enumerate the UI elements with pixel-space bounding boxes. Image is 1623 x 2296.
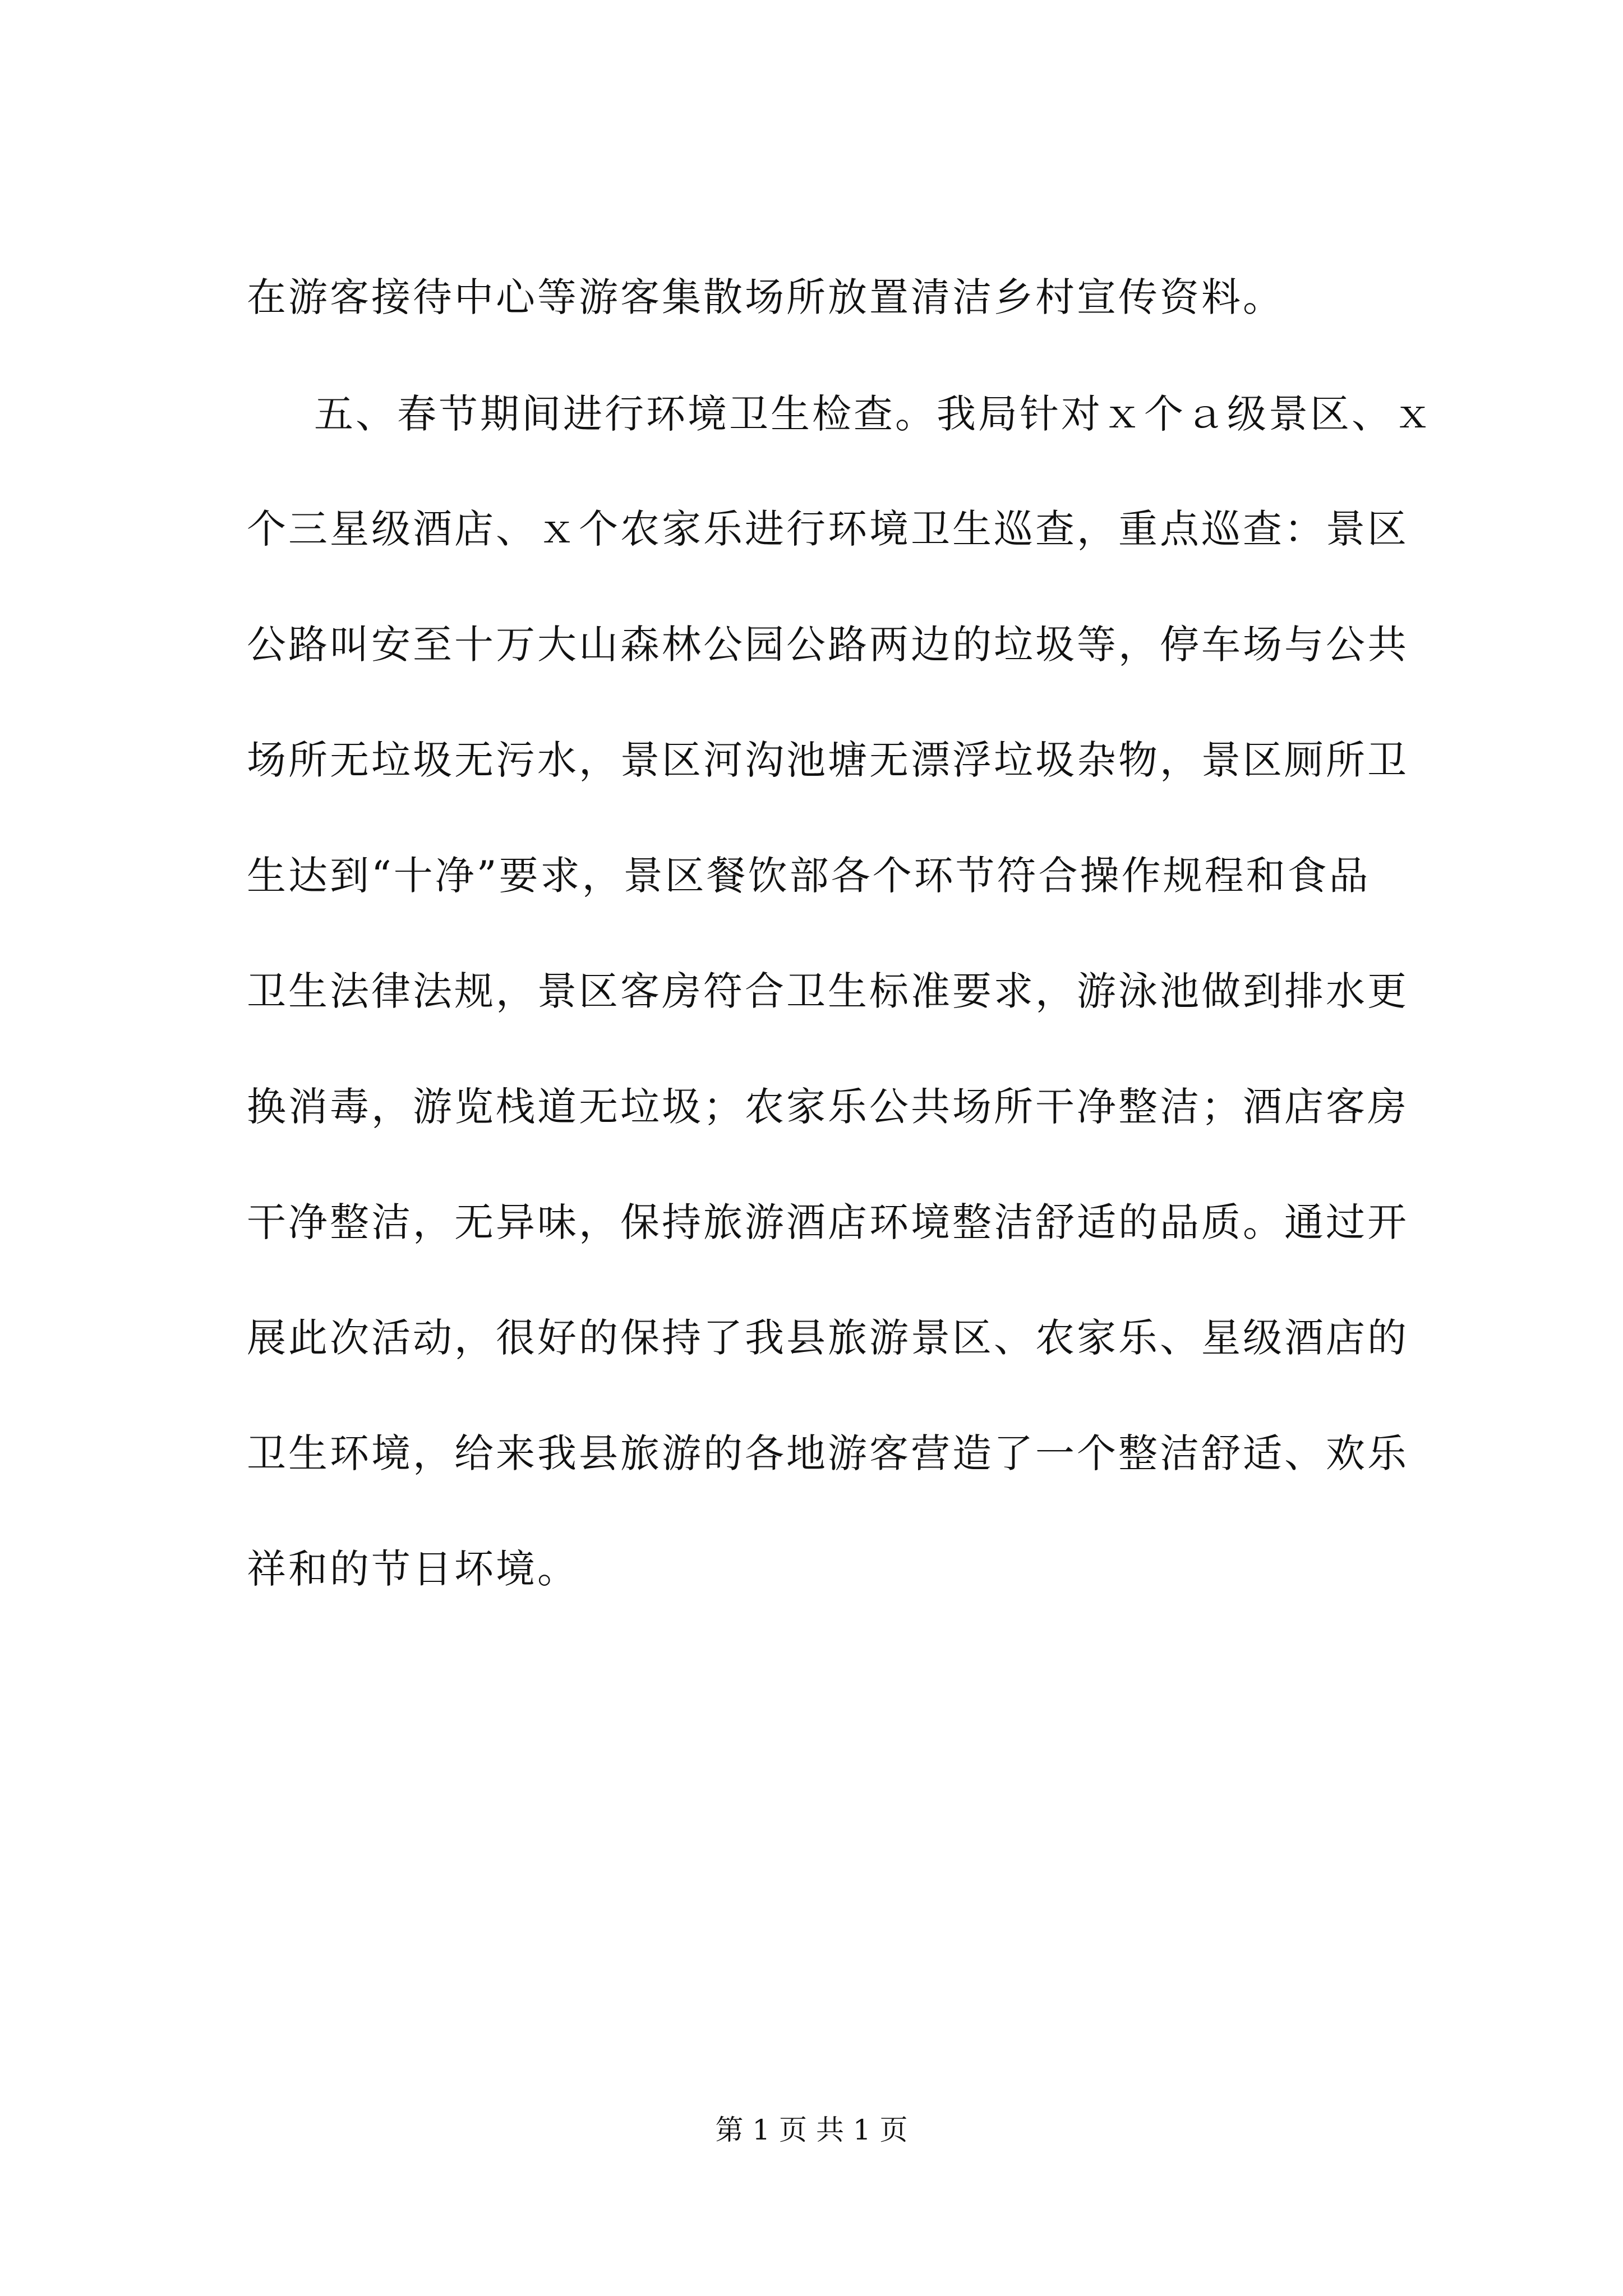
- text-line: 卫生法律法规，景区客房符合卫生标准要求，游泳池做到排水更: [247, 968, 1409, 1014]
- text-line: 换消毒，游览栈道无垃圾；农家乐公共场所干净整洁；酒店客房: [247, 1084, 1409, 1130]
- page-footer: 第 1 页 共 1 页: [715, 2114, 908, 2146]
- text-line-paragraph-start: 五、春节期间进行环境卫生检查。我局针对ｘ个ａ级景区、ｘ: [314, 391, 1435, 437]
- text-line: 场所无垃圾无污水，景区河沟池塘无漂浮垃圾杂物，景区厕所卫: [247, 737, 1409, 783]
- text-line: 生达到“十净”要求，景区餐饮部各个环节符合操作规程和食品: [247, 853, 1371, 899]
- text-line: 公路叫安至十万大山森林公园公路两边的垃圾等，停车场与公共: [247, 622, 1409, 668]
- text-line: 个三星级酒店、ｘ个农家乐进行环境卫生巡查，重点巡查：景区: [247, 506, 1409, 552]
- text-line: 展此次活动，很好的保持了我县旅游景区、农家乐、星级酒店的: [247, 1315, 1409, 1361]
- text-line: 卫生环境，给来我县旅游的各地游客营造了一个整洁舒适、欢乐: [247, 1430, 1409, 1476]
- text-line: 在游客接待中心等游客集散场所放置清洁乡村宣传资料。: [247, 274, 1284, 320]
- text-line: 祥和的节日坏境。: [247, 1546, 579, 1592]
- text-line: 干净整洁，无异味，保持旅游酒店环境整洁舒适的品质。通过开: [247, 1199, 1409, 1245]
